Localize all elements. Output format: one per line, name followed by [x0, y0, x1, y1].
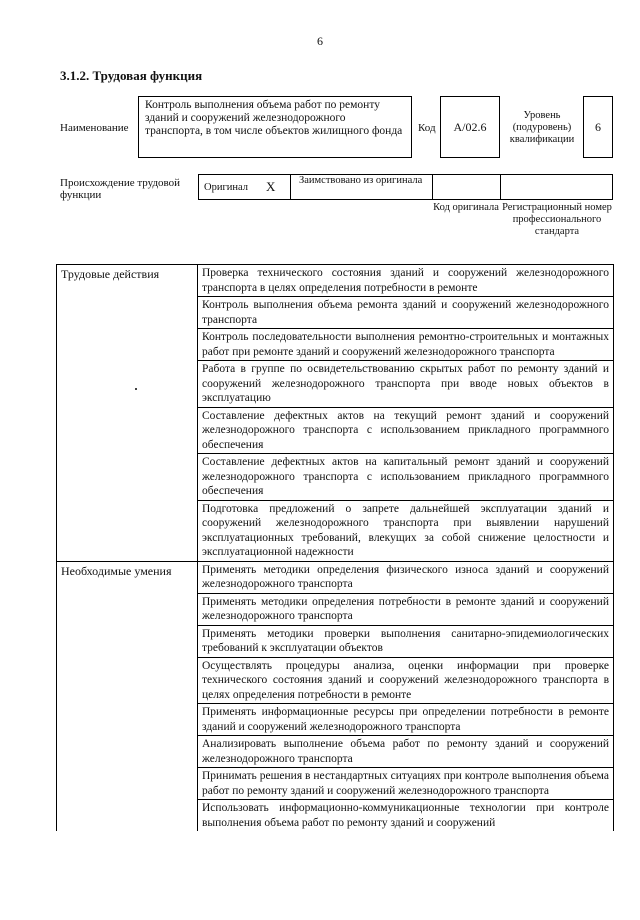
reg-number-label: Регистрационный номер профессионального стандарта: [502, 202, 612, 237]
table-row: Применять информационные ресурсы при определении потребности в ремонте зданий и сооружений железнодорожного транспорта: [198, 704, 613, 736]
section-items: [198, 265, 613, 561]
table-row: Контроль последовательности выполнения ремонтно-строительных и монтажных работ при ремонте зданий и сооружений железнодорожного транспорта: [198, 329, 613, 361]
section-title: 3.1.2. Трудовая функция: [60, 68, 203, 83]
borrowed-label: Заимствовано из оригинала: [299, 175, 423, 186]
code-box: А/02.6: [440, 96, 500, 158]
table-row: Работа в группе по освидетельствованию скрытых работ по ремонту зданий и сооружений железнодорожного транспорта при вводе новых объектов в эксплуатацию: [198, 361, 613, 408]
original-label: Оригинал: [204, 182, 248, 193]
table-row: Применять методики проверки выполнения санитарно-эпидемиологических требований к эксплуатации объектов: [198, 626, 613, 658]
section-label: Трудовые действия: [57, 265, 198, 561]
level-label: Уровень (подуровень) квалификации: [509, 110, 575, 145]
table-row: Принимать решения в нестандартных ситуациях при контроле выполнения объема работ по ремонту зданий и сооружений железнодорожного транспорта: [198, 768, 613, 800]
page-number: 6: [317, 34, 323, 48]
section-items: [198, 562, 613, 832]
level-box: 6: [583, 96, 613, 158]
scan-speck: [135, 388, 137, 390]
table-row: Анализировать выполнение объема работ по ремонту зданий и сооружений железнодорожного транспорта: [198, 736, 613, 768]
name-label: Наименование: [60, 122, 129, 134]
table-row: Составление дефектных актов на капитальный ремонт зданий и сооружений железнодорожного транспорта с использованием прикладного программного обеспечения: [198, 454, 613, 501]
section-label: Необходимые умения: [57, 562, 198, 832]
table-row: Проверка технического состояния зданий и сооружений железнодорожного транспорта в целях определения потребности в ремонте: [198, 265, 613, 297]
origin-label: Происхождение трудовой функции: [60, 177, 181, 201]
table-row: Применять методики определения потребности в ремонте зданий и сооружений железнодорожного транспорта: [198, 594, 613, 626]
table-row: Осуществлять процедуры анализа, оценки информации при проверке технического состояния зданий и сооружений железнодорожного транспорта в целях определения потребности в ремонте: [198, 658, 613, 705]
table-row: Применять методики определения физического износа зданий и сооружений железнодорожного транспорта: [198, 562, 613, 594]
section-row: [57, 265, 613, 562]
table-row: Подготовка предложений о запрете дальнейшей эксплуатации зданий и сооружений железнодорожного транспорта при выявлении нарушений эксплуатационных требований, влекущих за собой снижение целостности и эксплуатационной надежности: [202, 502, 609, 558]
table-row: Использовать информационно-коммуникационные технологии при контроле выполнения объема работ по ремонту зданий и сооружений: [202, 802, 609, 829]
original-mark: X: [266, 179, 276, 194]
main-table: [56, 264, 614, 831]
table-row: Контроль выполнения объема ремонта зданий и сооружений железнодорожного транспорта: [198, 297, 613, 329]
section-row: [57, 562, 613, 832]
table-row: Составление дефектных актов на текущий ремонт зданий и сооружений железнодорожного транспорта с использованием прикладного программного обеспечения: [198, 408, 613, 455]
code-label: Код: [418, 122, 436, 134]
function-name-box: Контроль выполнения объема работ по ремонту зданий и сооружений железнодорожного транспорта, в том числе объектов жилищного фонда: [138, 96, 412, 158]
code-original-label: Код оригинала: [433, 202, 499, 213]
